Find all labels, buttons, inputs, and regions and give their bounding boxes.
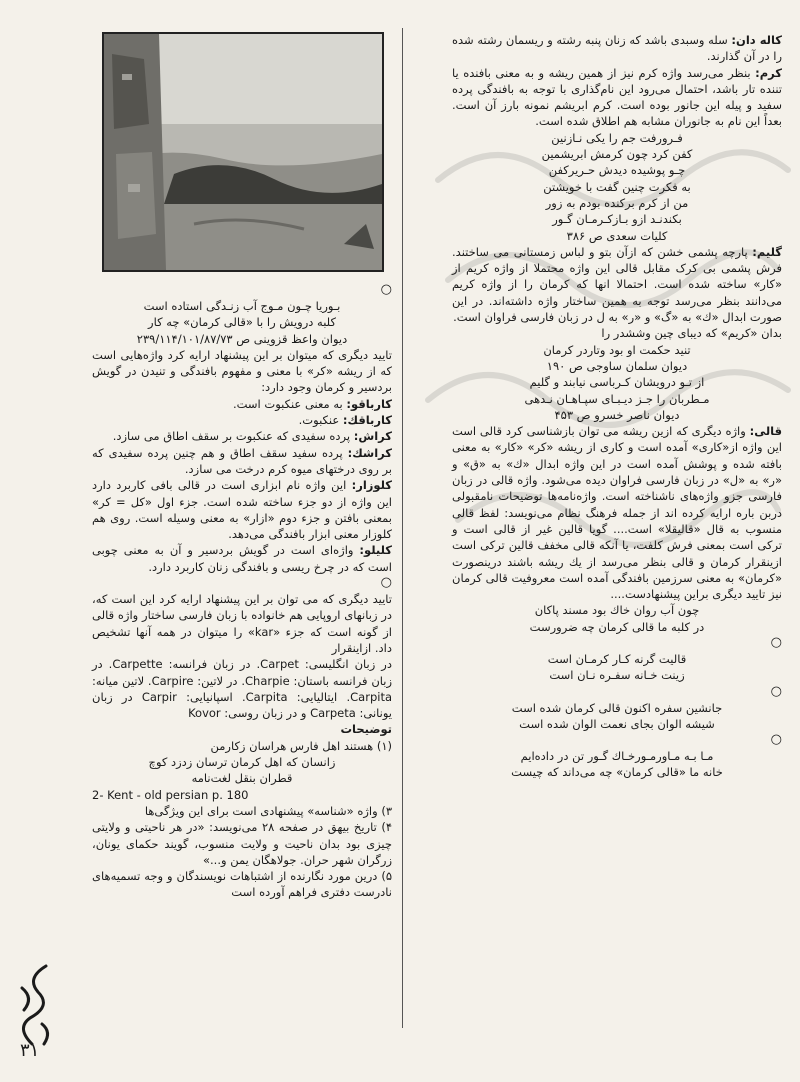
paragraph-text: (۱) هستند اهل فارس هراسان زکارمن bbox=[210, 738, 392, 753]
term-heading: کراشك: bbox=[347, 445, 392, 460]
page-number: ۳۱ bbox=[20, 1040, 40, 1061]
paragraph-text: تایید دیگری که میتوان بر این پیشنهاد ارایه کرد واژه‌هایی است که از ریشه «کر» با معنی و مفهوم بافندگی و تنیدن در گویش بردسیر و کرمان وجود دارد: bbox=[92, 347, 392, 395]
section-separator-circle: ○ bbox=[770, 732, 782, 748]
poem-verse-line: از تـو درویشان کـرباسی نیابند و گلیم bbox=[529, 375, 705, 390]
paragraph-text: عنکبوت. bbox=[298, 413, 343, 428]
term-heading: کرم: bbox=[755, 65, 782, 80]
landscape-photo bbox=[102, 32, 384, 272]
poem-verse-line: بکندنـد ازو بـازکـرمـان گـور bbox=[552, 212, 682, 227]
paragraph-text: پرده سفید سقف اطاق و هم چنین پرده سفیدی که بر روی درختهای میوه کرم درخت می سازد. bbox=[92, 445, 392, 476]
poem-verse-line: چـو پوشیده دیدش حـریرکفن bbox=[548, 163, 686, 178]
section-separator-circle: ○ bbox=[770, 683, 782, 699]
term-heading: کراش: bbox=[353, 429, 392, 444]
body-paragraph bbox=[92, 803, 392, 819]
poem-verse-line: دیوان واعظ قزوینی ص ۲۳۹/۱۱۴/۱۰۱/۸۷/۷۳ bbox=[136, 331, 348, 346]
paragraph-text: سله وسبدی باشد که زنان پنبه رشته و ریسمان رشته شده را در آن گذارند. bbox=[452, 33, 782, 64]
section-separator-circle: ○ bbox=[380, 282, 392, 297]
body-paragraph bbox=[92, 428, 392, 444]
paragraph-text: پرده سفیدی که عنکبوت بر سقف اطاق می سازد. bbox=[112, 429, 354, 444]
poem-verse-line: دیوان سلمان ساوجی ص ۱۹۰ bbox=[546, 358, 688, 373]
left-text-column bbox=[92, 282, 392, 901]
body-paragraph bbox=[452, 65, 782, 130]
poem-verse-line: تنید حکمت او بود وتاردر کرمان bbox=[543, 342, 691, 357]
poem-verse-line: زینت خـانه سفـره نـان است bbox=[549, 668, 685, 683]
ruins-photo-image bbox=[104, 34, 382, 270]
body-paragraph bbox=[452, 244, 782, 325]
section-separator-circle: ○ bbox=[380, 575, 392, 591]
body-paragraph bbox=[92, 396, 392, 412]
term-heading: قالی: bbox=[749, 424, 782, 439]
poem-verse-line: زانسان که اهل کرمان ترسان زدزد کوچ bbox=[148, 755, 336, 770]
body-paragraph bbox=[92, 347, 392, 396]
column-divider bbox=[402, 28, 403, 1028]
poem-verse-line: دیوان ناصر خسرو ص ۴۵۳ bbox=[554, 407, 680, 422]
poem-verse-line: قالیت گرنه کـار کرمـان است bbox=[547, 651, 687, 666]
paragraph-text: پارچه پشمی خشن که ازآن بتو و لباس زمستانی می ساختند. فرش پشمی بی کرک مقابل قالی این واژه محتملا از واژه کریم از «کار» ساخته شده است. احتمالا انها که کرمان را از واژه کریم می‌دانند بنظر می‌رسد توجه به همین ساختار واژه داشته‌اند. در این صورت ابدال «ك» به «گ» و «ر» به ل در زبان فارسی فراوان است. bbox=[452, 244, 782, 325]
paragraph-text: تایید دیگری که می توان بر این پیشنهاد ارایه کرد این است که، در زبانهای اروپایی هم خانواده با زبان فارسی ساختار واژه قالی از گونه است که جزء «kar» را میتوان در همه آنها تشخیص داد. ازاینقرار bbox=[92, 592, 392, 655]
paragraph-text: بدان «کریم» که دیبای چین وششدر را bbox=[601, 326, 782, 341]
term-heading: کارباقك: bbox=[342, 413, 392, 428]
poem-verse-line: در کلبه ما قالی کرمان چه ضرورست bbox=[529, 619, 705, 634]
poem-verse-line: چون آب روان خاك بود مسند پاکان bbox=[534, 603, 700, 618]
body-paragraph bbox=[92, 868, 392, 901]
poem-verse-line: مـا بـه مـاورمـورخـاك گـور تن در داده‌ایم bbox=[520, 749, 714, 764]
paragraph-text: در زبان انگلیسی: Carpet. در زبان فرانسه: Carpette. در زبان فرانسه باستان: Charpie. در لاتین: Carpire. لاتین میانه: Carpita. ایتالیایی: Carpita. اسپانیایی: Carpir در زبان یونانی: Carpeta و در زبان روسی: Kovor bbox=[92, 657, 393, 721]
paragraph-text: به معنی عنکبوت است. bbox=[232, 396, 347, 411]
poem-verse-line: من از کرم برکنده بودم به زور bbox=[545, 195, 689, 210]
term-heading: کارباقو: bbox=[346, 396, 392, 411]
poem-verse-line: خانه ما «قالی کرمان» چه می‌داند که چیست bbox=[511, 765, 723, 780]
poem-verse-line: فـرورفت جم را یکی نـازنین bbox=[551, 130, 683, 145]
paragraph-text: ۳) واژه «شناسه» پیشنهادی است برای این ویژگی‌ها bbox=[144, 803, 392, 818]
body-paragraph bbox=[92, 819, 392, 868]
poem-verse-line: کلبه درویش را با «قالی کرمان» چه کار bbox=[148, 315, 336, 330]
poem-verse-line: کفن کرد چون کرمش ابریشمین bbox=[541, 147, 693, 162]
section-separator-circle: ○ bbox=[770, 634, 782, 650]
term-heading: کلوزار: bbox=[351, 478, 392, 493]
body-paragraph bbox=[92, 591, 392, 656]
poem-verse-line: کلیات سعدی ص ۳۸۶ bbox=[566, 228, 668, 243]
poem-verse-line: بـوریا چـون مـوج آب زنـدگی استاده است bbox=[143, 299, 341, 313]
body-paragraph bbox=[92, 738, 392, 754]
paragraph-text: واژه‌ای است در گویش بردسیر و آن به معنی چوبی است که در چرخ ریسی و بافندگی زنان کاربرد دارد. bbox=[92, 543, 392, 574]
notes-heading: توضیحات bbox=[340, 722, 392, 737]
poem-verse-line: مـطربان را جـز دیـبـای سپـاهـان نـدهی bbox=[524, 391, 710, 406]
term-heading: کلیلو: bbox=[359, 543, 392, 558]
term-heading: کاله دان: bbox=[731, 33, 782, 47]
paragraph-text: ۵) درین مورد نگارنده از اشتباهات نویسندگان و وجه تسمیه‌های نادرست دفتری فراهم آورده است bbox=[92, 869, 392, 900]
body-paragraph bbox=[92, 477, 392, 542]
body-paragraph bbox=[92, 542, 392, 575]
term-heading: گلیم: bbox=[752, 244, 782, 259]
body-paragraph bbox=[92, 412, 392, 428]
paragraph-text: بنظر می‌رسد واژه کرم نیز از همین ریشه و به معنی بافنده یا تننده تار باشد، احتمال می‌رود این نام‌گذاری با توجه به بافندگی پرده سفید و پیله این جانور بوده است. کرم ابریشم نمونه بارز آن است. بعداً این نام به جانوران مشابه هم اطلاق شده است. bbox=[452, 65, 782, 129]
poem-verse-line: جانشین سفره اکنون قالی کرمان شده است bbox=[511, 700, 723, 715]
poem-verse-line: قطران بنقل لغت‌نامه bbox=[191, 771, 293, 786]
body-paragraph bbox=[452, 325, 782, 341]
poem-verse-line: به فکرت چنین گفت با خویشتن bbox=[543, 179, 691, 194]
body-paragraph bbox=[92, 445, 392, 478]
poem-verse-line: شیشه الوان بجای نعمت الوان شده است bbox=[519, 716, 715, 731]
right-text-column bbox=[452, 32, 782, 781]
paragraph-text: ۴) تاریخ بیهق در صفحه ۲۸ می‌نویسد: «در هر ناحیتی و ولایتی چیزی بود بدان ناحیت و ولایت منسوب، گویند حکمای یونان، زرگران شهر حران. جولاهگان یمن و...» bbox=[92, 820, 392, 867]
paragraph-text: واژه دیگری که ازین ریشه می توان بازشناسی کرد قالی است این واژه از«کاری» آمده است و کاری از ریشه «کر» «کار» به معنی بافته شده و پوشش آمده است در این واژه ابدال «ك» به «ق» و «ر» به «ل» در زبان فارسی فراوان دیده می‌شود. واژه قالی در زبان فارسی جزو واژه‌های ناشناخته است. واژه‌نامه‌ها توضیحات نامقبولی دربن باره ارایه کرده اند از جمله فرهنگ نظام می‌نویسد: لفظ قالی منسوب به قال «قالیقلا» است.... گویا قالین غیر از قالی است و ترکی است بمعنی فرش کلفت، یا آنکه قالی مخفف قالین ترکی است ازینقرار کرمان و قالی بنظر می‌رسد از یك ریشه باشند درینصورت «کرمان» به معنی سرزمین بافندگی آمده است معروفیت قالی کرمان نیز تایید دیگری براین پیشنهادست.... bbox=[452, 424, 782, 602]
body-paragraph bbox=[92, 656, 392, 721]
reference-note: 2- Kent - old persian p. 180 bbox=[92, 787, 249, 802]
body-paragraph bbox=[452, 423, 782, 602]
paragraph-text: این واژه نام ابزاری است در قالی بافی کاربرد دارد این واژه از دو جزء ساخته شده است. جزء اول «کل = کر» بمعنی بافتن و جزء دوم «ازار» به معنی وسیله است. روی هم کلوزار معنی ابزار بافندگی می‌دهد. bbox=[92, 478, 392, 542]
body-paragraph bbox=[452, 32, 782, 65]
